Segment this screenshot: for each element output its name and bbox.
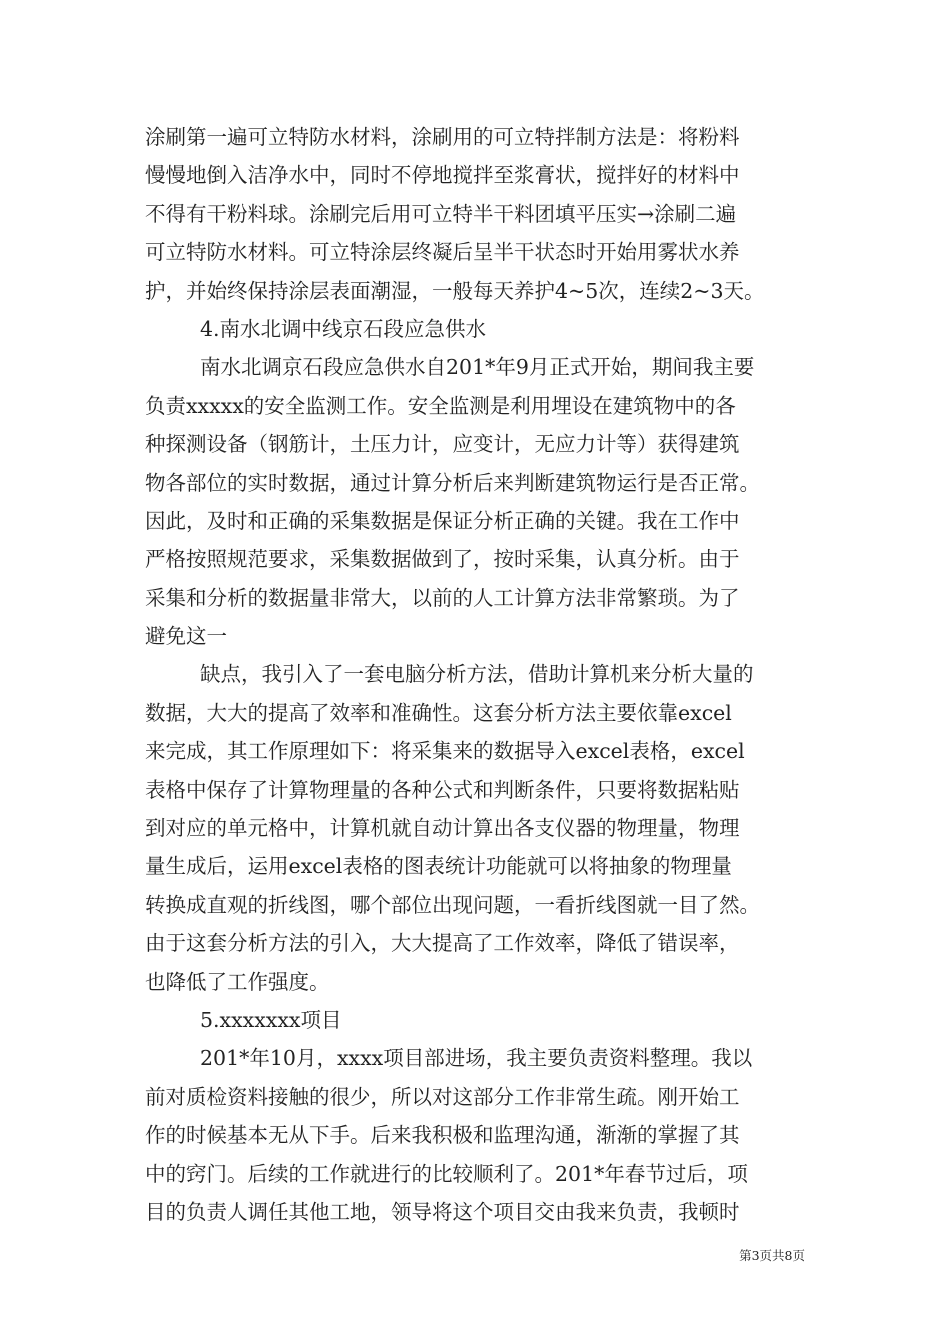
text-line: 避免这一 xyxy=(145,624,227,649)
text-line: 南水北调京石段应急供水自201*年9月正式开始，期间我主要 xyxy=(200,355,755,380)
text-line: 因此，及时和正确的采集数据是保证分析正确的关键。我在工作中 xyxy=(145,508,740,533)
text-line: 表格中保存了计算物理量的各种公式和判断条件，只要将数据粘贴 xyxy=(145,777,740,802)
text-line: 量生成后，运用excel表格的图表统计功能就可以将抽象的物理量 xyxy=(145,854,732,879)
text-line: 作的时候基本无从下手。后来我积极和监理沟通，渐渐的掌握了其 xyxy=(145,1123,740,1148)
text-line: 目的负责人调任其他工地，领导将这个项目交由我来负责，我顿时 xyxy=(145,1199,740,1224)
text-line: 护，并始终保持涂层表面潮湿，一般每天养护4~5次，连续2~3天。 xyxy=(145,278,765,303)
text-line: 到对应的单元格中，计算机就自动计算出各支仪器的物理量，物理 xyxy=(145,816,740,841)
text-line: 物各部位的实时数据，通过计算分析后来判断建筑物运行是否正常。 xyxy=(145,470,760,495)
text-line: 缺点，我引入了一套电脑分析方法，借助计算机来分析大量的 xyxy=(200,662,754,687)
text-line: 4.南水北调中线京石段应急供水 xyxy=(200,316,487,341)
text-line: 慢慢地倒入洁净水中，同时不停地搅拌至浆膏状，搅拌好的材料中 xyxy=(145,163,740,188)
text-line: 负责xxxxx的安全监测工作。安全监测是利用埋设在建筑物中的各 xyxy=(145,393,736,418)
text-line: 转换成直观的折线图，哪个部位出现问题，一看折线图就一目了然。 xyxy=(145,892,760,917)
text-line: 来完成，其工作原理如下：将采集来的数据导入excel表格，excel xyxy=(145,739,745,764)
text-line: 可立特防水材料。可立特涂层终凝后呈半干状态时开始用雾状水养 xyxy=(145,240,740,265)
text-line: 数据，大大的提高了效率和准确性。这套分析方法主要依靠excel xyxy=(145,700,732,725)
text-line: 201*年10月，xxxx项目部进场，我主要负责资料整理。我以 xyxy=(200,1046,753,1071)
text-line: 种探测设备（钢筋计，土压力计，应变计，无应力计等）获得建筑 xyxy=(145,432,740,457)
text-line: 由于这套分析方法的引入，大大提高了工作效率，降低了错误率， xyxy=(145,931,740,956)
text-line: 严格按照规范要求，采集数据做到了，按时采集，认真分析。由于 xyxy=(145,547,740,572)
text-line: 前对质检资料接触的很少，所以对这部分工作非常生疏。刚开始工 xyxy=(145,1084,740,1109)
text-line: 也降低了工作强度。 xyxy=(145,969,330,994)
text-line: 涂刷第一遍可立特防水材料，涂刷用的可立特拌制方法是：将粉料 xyxy=(145,125,740,149)
page-number: 第3页共8页 xyxy=(739,1248,805,1263)
document-body xyxy=(145,118,810,1231)
text-line: 不得有干粉料球。涂刷完后用可立特半干料团填平压实→涂刷二遍 xyxy=(145,201,737,226)
text-line: 中的窍门。后续的工作就进行的比较顺利了。201*年春节过后，项 xyxy=(145,1161,748,1186)
text-line: 采集和分析的数据量非常大，以前的人工计算方法非常繁琐。为了 xyxy=(145,585,740,610)
text-line: 5.xxxxxxx项目 xyxy=(200,1007,342,1032)
